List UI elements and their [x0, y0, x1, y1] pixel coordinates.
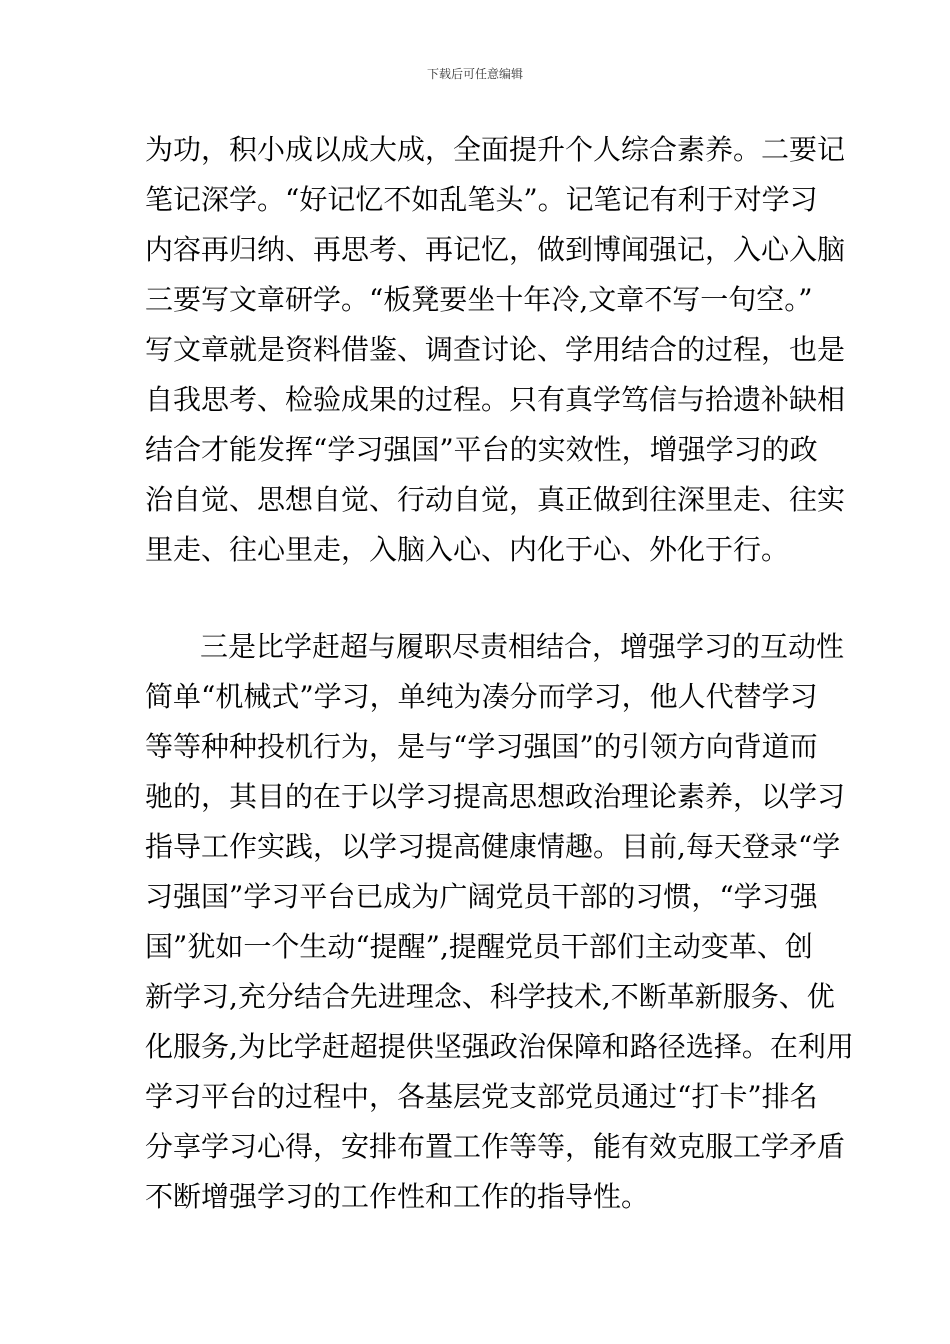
text-line: 结合才能发挥“学习强国”平台的实效性，增强学习的政 — [145, 433, 818, 466]
page-header: 下载后可任意编辑 — [426, 67, 523, 81]
text-line: 学习平台的过程中，各基层党支部党员通过“打卡”排名 — [145, 1080, 818, 1113]
text-line: 写文章就是资料借鉴、调查讨论、学用结合的过程，也是 — [145, 333, 846, 366]
text-line: 三要写文章研学。“板凳要坐十年冷,文章不写一句空。” — [145, 283, 813, 316]
text-line: 习强国”学习平台已成为广阔党员干部的习惯，“学习强 — [145, 880, 818, 913]
text-line: 三是比学赶超与履职尽责相结合，增强学习的互动性 — [200, 630, 845, 663]
text-line: 不断增强学习的工作性和工作的指导性。 — [145, 1180, 650, 1213]
text-line: 自我思考、检验成果的过程。只有真学笃信与拾遗补缺相 — [145, 383, 846, 416]
text-line: 指导工作实践，以学习提高健康情趣。目前,每天登录“学 — [145, 830, 841, 863]
text-line: 里走、往心里走，入脑入心、内化于心、外化于行。 — [145, 533, 790, 566]
text-line: 简单“机械式”学习，单纯为凑分而学习，他人代替学习 — [145, 680, 818, 713]
text-line: 驰的，其目的在于以学习提高思想政治理论素养，以学习 — [145, 780, 846, 813]
text-line: 分享学习心得，安排布置工作等等，能有效克服工学矛盾 — [145, 1130, 846, 1163]
text-line: 笔记深学。“好记忆不如乱笔头”。记笔记有利于对学习 — [145, 183, 818, 216]
text-line: 为功，积小成以成大成，全面提升个人综合素养。二要记 — [145, 133, 846, 166]
text-line: 国”犹如一个生动“提醒”,提醒党员干部们主动变革、创 — [145, 930, 813, 963]
text-line: 新学习,充分结合先进理念、科学技术,不断革新服务、优 — [145, 980, 835, 1013]
text-line: 治自觉、思想自觉、行动自觉，真正做到往深里走、往实 — [145, 483, 846, 516]
text-line: 等等种种投机行为，是与“学习强国”的引领方向背道而 — [145, 730, 818, 763]
text-line: 内容再归纳、再思考、再记忆，做到博闻强记，入心入脑 — [145, 233, 846, 266]
text-line: 化服务,为比学赶超提供坚强政治保障和路径选择。在利用 — [145, 1030, 854, 1063]
